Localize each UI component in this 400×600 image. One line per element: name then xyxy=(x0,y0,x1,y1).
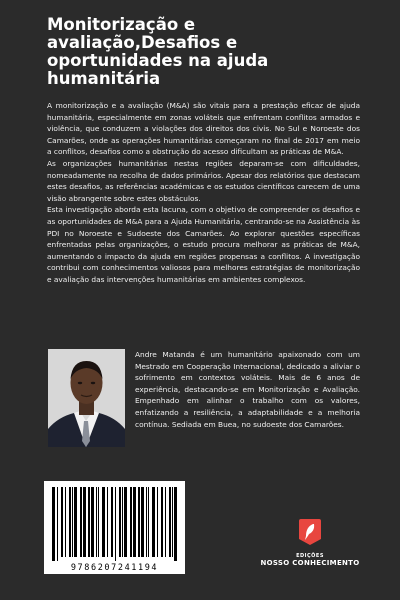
barcode-bar xyxy=(111,487,113,557)
barcode-bar xyxy=(115,487,116,561)
barcode-bar xyxy=(130,487,132,557)
barcode-bar xyxy=(57,487,58,561)
isbn-barcode xyxy=(44,481,185,574)
barcode-bar xyxy=(165,487,166,557)
feather-logo-icon xyxy=(297,517,323,547)
barcode-bar xyxy=(88,487,90,557)
barcode-bar xyxy=(148,487,149,557)
barcode-bar xyxy=(122,487,123,557)
barcode-bar xyxy=(72,487,73,557)
barcode-bar xyxy=(74,487,77,557)
barcode-bar xyxy=(80,487,82,557)
barcode-bar xyxy=(107,487,108,557)
barcode-bar xyxy=(52,487,55,561)
barcode-bar xyxy=(133,487,136,557)
barcode-bar xyxy=(61,487,63,557)
synopsis xyxy=(47,100,360,286)
isbn-number: 9786207241194 xyxy=(70,563,159,573)
barcode-bar xyxy=(146,487,147,557)
author-photo xyxy=(48,349,125,447)
author-bio: Andre Matanda é um humanitário apaixonado com um Mestrado em Cooperação Internacional, dedicado a aliviar o sofrimento em contextos voláteis. Mais de 6 anos de experiência, destacando-se em Monitorização e Avaliação. Empenhado em alinhar o trabalho com os valores, enfatizando a resiliência, a adaptabilidade e a melhoria contínua. Sediada em Buea, no sudoeste dos Camarões. xyxy=(135,350,360,429)
barcode-bar xyxy=(98,487,99,557)
author-portrait-image xyxy=(48,349,125,447)
barcode-bar xyxy=(157,487,158,557)
publisher-name: NOSSO CONHECIMENTO xyxy=(260,559,360,567)
publisher-label-editions: EDIÇÕES xyxy=(296,553,324,559)
synopsis-paragraph-3: Esta investigação aborda esta lacuna, com o objetivo de compreender os desafios e as oportunidades de M&A para a Ajuda Humanitária, centrando-se na Assistência às PDI no Noroeste e Sudoeste dos Camarões. Ao explorar questões específicas enfrentadas pelas organizações, o estudo procura melhorar as práticas de M&A, aumentando o impacto da ajuda em regiões propensas a conflitos. A investigação contribui com conhecimentos valiosos para melhores estratégias de monitorização e avaliação das intervenções humanitárias em ambientes complexos. xyxy=(47,205,360,284)
synopsis-paragraph-2: As organizações humanitárias nestas regiões deparam-se com dificuldades, nomeadamente na recolha de dados primários. Apesar dos relatórios que destacam estes desafios, as referências académicas e os estudos científicos carecem de uma visão abrangente sobre estes obstáculos. xyxy=(47,158,360,203)
barcode-bar xyxy=(119,487,121,557)
barcode-bar xyxy=(83,487,86,557)
book-title: Monitorização e avaliação,Desafios e oportunidades na ajuda humanitária xyxy=(47,15,269,88)
barcode-bar xyxy=(152,487,155,557)
barcode-bar xyxy=(96,487,97,557)
barcode-bar xyxy=(124,487,127,557)
barcode-icon xyxy=(44,481,185,574)
barcode-bar xyxy=(91,487,94,557)
barcode-bar xyxy=(174,487,177,561)
barcode-bar xyxy=(138,487,140,557)
barcode-bar xyxy=(169,487,171,557)
barcode-bar xyxy=(141,487,144,557)
publisher-logo-block xyxy=(255,517,365,567)
synopsis-paragraph-1: A monitorização e a avaliação (M&A) são vitais para a prestação eficaz de ajuda humanitária, especialmente em zonas voláteis que enfrentam conflitos armados e violência, que conduzem a violações dos direitos dos civis. No Sul e Noroeste dos Camarões, onde as operações humanitárias começaram no final de 2017 em meio a conflitos, desafios como a obstrução do acesso dificultam as práticas de M&A. xyxy=(47,101,360,157)
barcode-bar xyxy=(172,487,173,557)
barcode-bar xyxy=(65,487,66,557)
barcode-bar xyxy=(161,487,163,557)
barcode-bar xyxy=(102,487,105,557)
barcode-bar xyxy=(69,487,71,557)
